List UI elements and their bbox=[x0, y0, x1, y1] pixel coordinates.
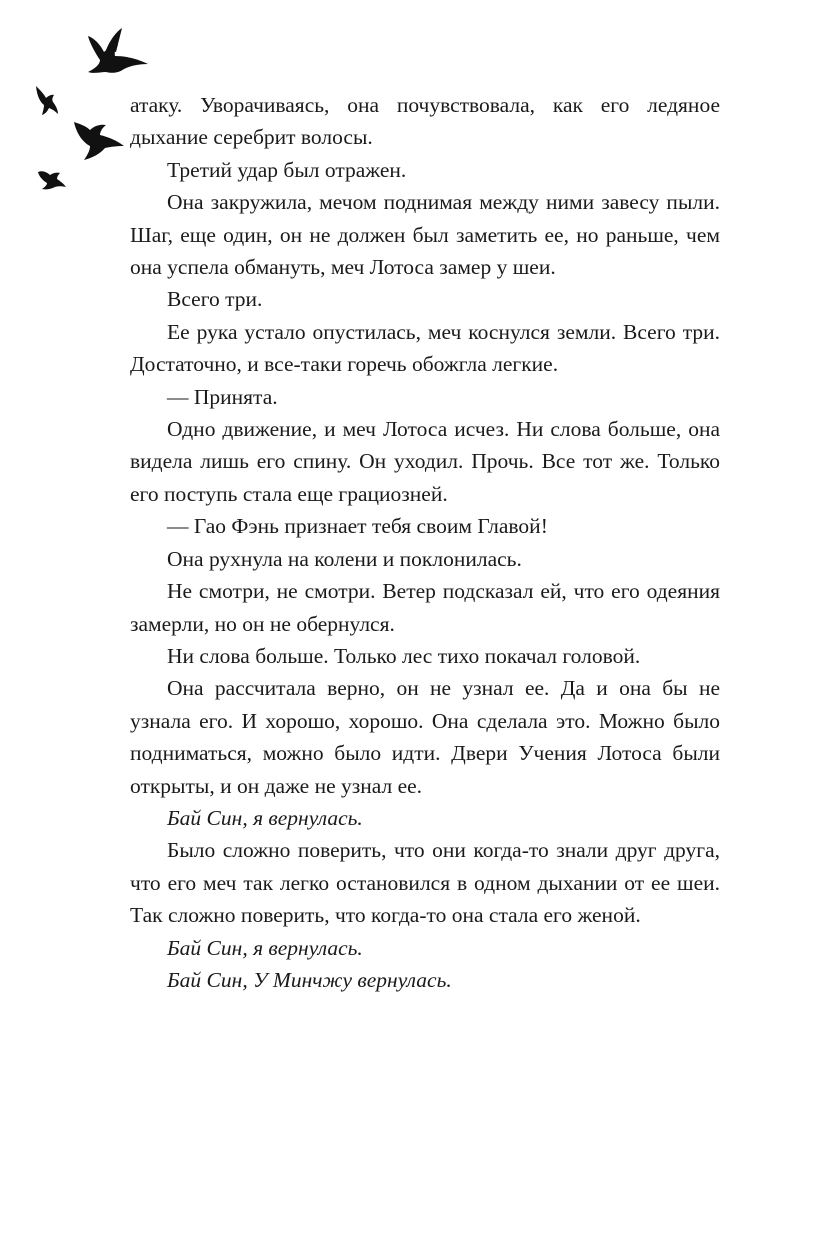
paragraph: Всего три. bbox=[167, 287, 263, 312]
crow-small-bottom-icon bbox=[38, 171, 66, 189]
paragraph: Ее рука устало опустилась, меч коснулся земли. Всего три. Достаточно, и все-таки горечь обожгла легкие. bbox=[130, 319, 720, 377]
paragraph: Одно движение, и меч Лотоса исчез. Ни слова больше, она видела лишь его спину. Он уходил. Прочь. Все тот же. Только его поступь стала еще грациозней. bbox=[130, 417, 720, 506]
paragraph: Третий удар был отражен. bbox=[167, 157, 407, 182]
paragraph: Она рухнула на колени и поклонилась. bbox=[167, 546, 522, 571]
crow-large-icon bbox=[88, 28, 148, 73]
italic-thought: Бай Син, У Минчжу вернулась. bbox=[167, 967, 452, 992]
book-text bbox=[130, 89, 720, 996]
italic-thought: Бай Син, я вернулась. bbox=[167, 935, 363, 960]
paragraph: Она рассчитала верно, он не узнал ее. Да и она бы не узнала его. И хорошо, хорошо. Она сделала это. Можно было подниматься, можно было идти. Двери Учения Лотоса были открыты, и он даже не узнал ее. bbox=[130, 676, 720, 798]
paragraph: атаку. Уворачиваясь, она почувствовала, как его ледяное дыхание серебрит волосы. bbox=[130, 93, 720, 150]
crow-medium-icon bbox=[74, 122, 124, 160]
dialogue-line: — Принята. bbox=[167, 384, 278, 409]
dialogue-line: — Гао Фэнь признает тебя своим Главой! bbox=[167, 514, 548, 539]
paragraph: Не смотри, не смотри. Ветер подсказал ей, что его одеяния замерли, но он не обернулся. bbox=[130, 579, 720, 636]
paragraph: Было сложно поверить, что они когда-то знали друг друга, что его меч так легко остановился в одном дыхании от ее шеи. Так сложно поверить, что когда-то она стала его женой. bbox=[130, 838, 720, 928]
paragraph: Ни слова больше. Только лес тихо покачал головой. bbox=[167, 643, 641, 668]
paragraph: Она закружила, мечом поднимая между ними завесу пыли. Шаг, еще один, он не должен был заметить ее, но раньше, чем она успела обмануть, меч Лотоса замер у шеи. bbox=[130, 190, 720, 280]
crow-small-icon bbox=[36, 86, 58, 115]
italic-thought: Бай Син, я вернулась. bbox=[167, 805, 363, 830]
